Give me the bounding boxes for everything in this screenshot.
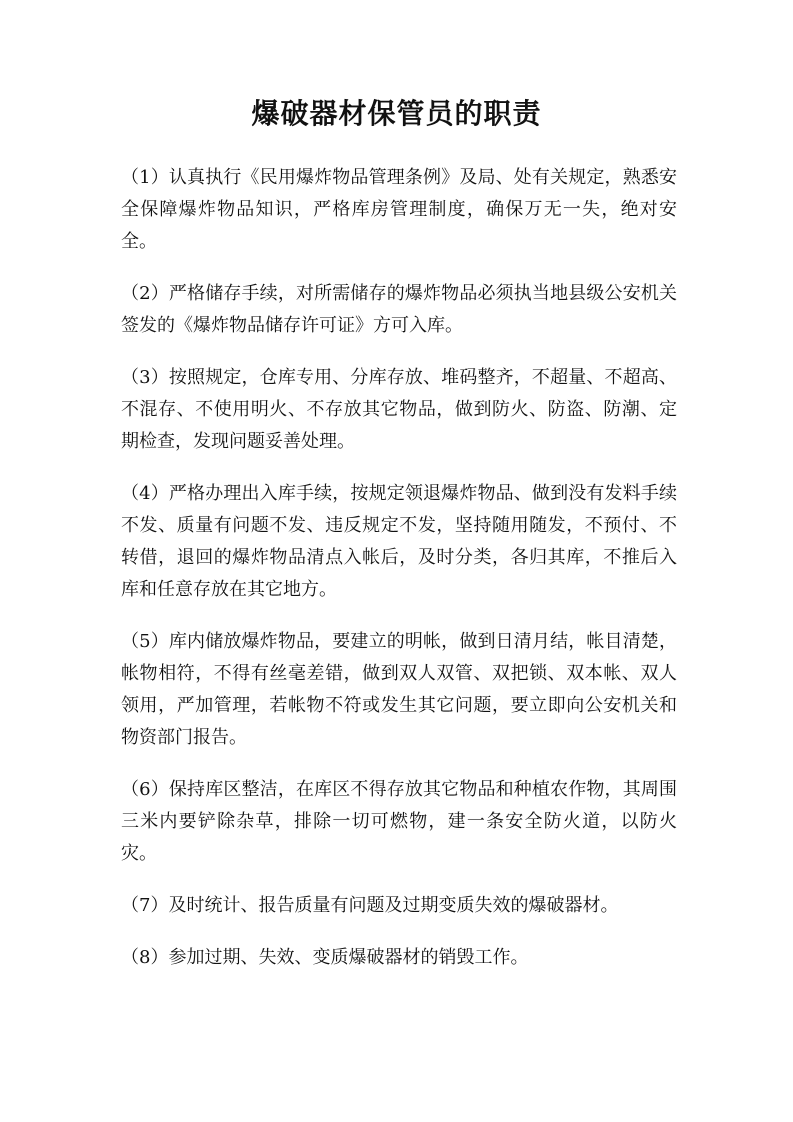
- document-body: [121, 162, 677, 994]
- duty-item-5: （5）库内储放爆炸物品，要建立的明帐，做到日清月结，帐目清楚，帐物相符，不得有丝毫差错，做到双人双管、双把锁、双本帐、双人领用，严加管理，若帐物不符或发生其它问题，要立即向公安机关和物资部门报告。: [121, 631, 677, 748]
- document-title: 爆破器材保管员的职责: [251, 97, 542, 130]
- duty-item-3: （3）按照规定，仓库专用、分库存放、堆码整齐，不超量、不超高、不混存、不使用明火、不存放其它物品，做到防火、防盗、防潮、定期检查，发现问题妥善处理。: [121, 367, 677, 452]
- duty-item-2: （2）严格储存手续，对所需储存的爆炸物品必须执当地县级公安机关签发的《爆炸物品储存许可证》方可入库。: [121, 283, 677, 336]
- duty-item-8: （8）参加过期、失效、变质爆破器材的销毁工作。: [121, 947, 529, 968]
- duty-item-1: （1）认真执行《民用爆炸物品管理条例》及局、处有关规定，熟悉安全保障爆炸物品知识，严格库房管理制度，确保万无一失，绝对安全。: [121, 167, 677, 252]
- duty-item-6: （6）保持库区整洁，在库区不得存放其它物品和种植农作物，其周围三米内要铲除杂草，排除一切可燃物，建一条安全防火道，以防火灾。: [121, 779, 677, 864]
- duty-item-7: （7）及时统计、报告质量有问题及过期变质失效的爆破器材。: [121, 895, 619, 916]
- duty-item-4: （4）严格办理出入库手续，按规定领退爆炸物品、做到没有发料手续不发、质量有问题不发、违反规定不发，坚持随用随发，不预付、不转借，退回的爆炸物品清点入帐后，及时分类，各归其库，不推后入库和任意存放在其它地方。: [121, 483, 677, 600]
